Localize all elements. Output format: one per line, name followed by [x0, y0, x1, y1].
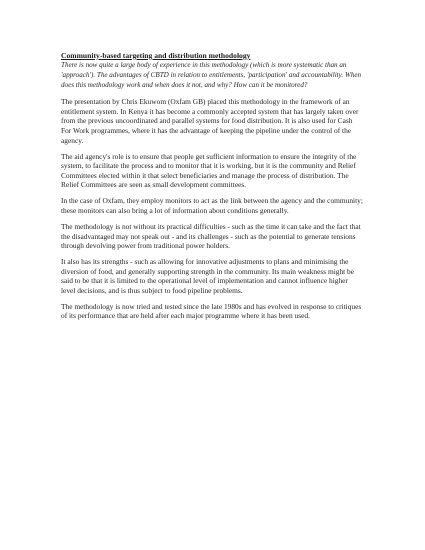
paragraph: In the case of Oxfam, they employ monitors to act as the link between the agency and the community; these monitors can also bring a lot of information about conditions generally. [61, 196, 363, 215]
document-body [61, 51, 363, 327]
paragraph: The aid agency's role is to ensure that people get sufficient information to ensure the integrity of the system, to facilitate the process and to monitor that it is working, but it is the community and Relief Committees elected within it that select beneficiaries and manage the process of distribution. The Relief Committees are seen as small development committees. [61, 151, 357, 190]
paragraph: The methodology is not without its practical difficulties - such as the time it can take and the fact that the disadvantaged may not speak out - and its challenges - such as the potential to generate tensions through devolving power from traditional power holders. [61, 221, 361, 251]
paragraph: The presentation by Chris Ekuwom (Oxfam GB) placed this methodology in the framework of an entitlement system. In Kenya it has become a commonly accepted system that has largely taken over from the previous uncoordinated and parallel systems for food distribution. It is also used for Cash For Work programmes, where it has the advantage of keeping the pipeline under the control of the agency. [61, 97, 359, 145]
section-heading: Community-based targeting and distribution methodology [61, 51, 251, 60]
intro-text: There is now quite a large body of experience in this methodology (which is more systematic than an 'approach'). The advantages of CBTD in relation to entitlements, 'participation' and accountability. When does this methodology work and when does it not, and why? How can it be monitored? [61, 61, 362, 90]
paragraph: The methodology is now tried and tested since the late 1980s and has evolved in response to critiques of its performance that are held after each major programme where it has been used. [61, 301, 362, 321]
paragraph: It also has its strengths - such as allowing for innovative adjustments to plans and minimising the diversion of food, and generally supporting strength in the community. Its main weakness might be said to be that it is limited to the operational level of implementation and cannot influence higher level decisions, and is thus subject to food pipeline problems. [61, 257, 355, 295]
